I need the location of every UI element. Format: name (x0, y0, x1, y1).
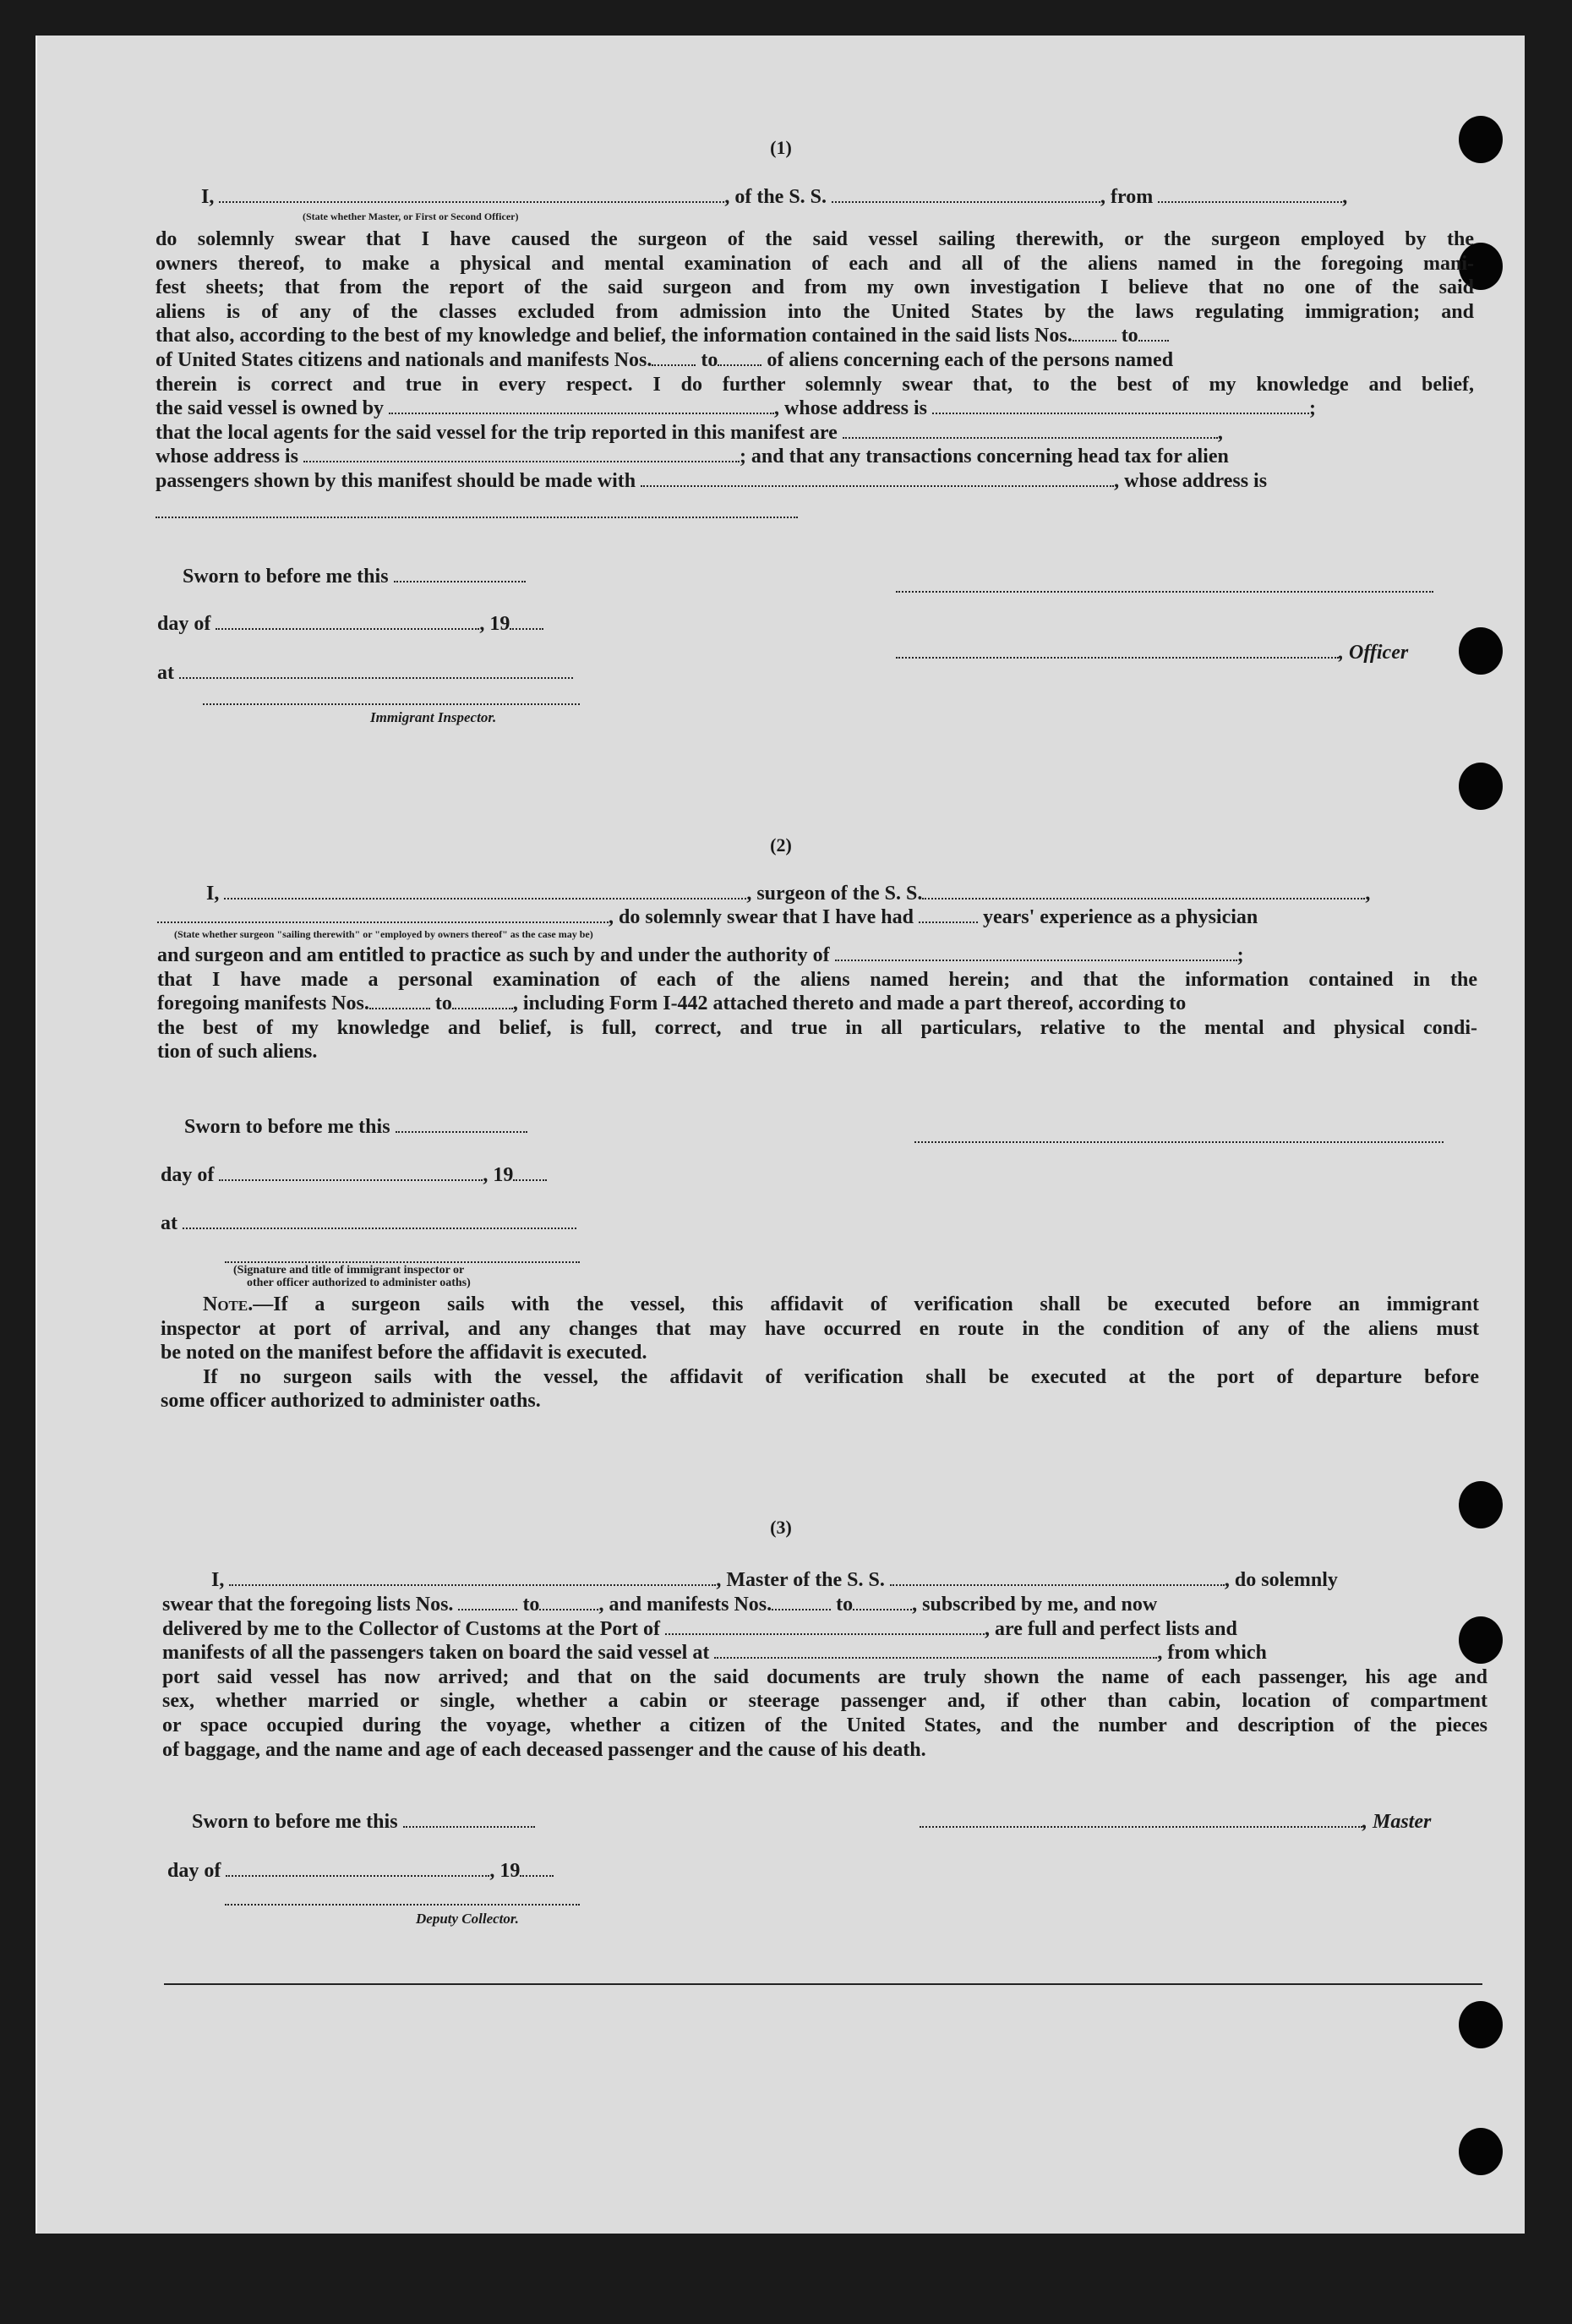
master-row: , Master (920, 1811, 1431, 1834)
body-line: tion of such aliens. (157, 1041, 318, 1064)
lists-from-field-3[interactable] (458, 1609, 517, 1610)
surgeon-caption: (State whether surgeon "sailing therewith" or "employed by owners thereof" as the case may be) (174, 928, 593, 940)
body-line: that also, according to the best of my knowledge and belief, the information contained in the said lists Nos. to (156, 324, 1474, 348)
binder-hole (1459, 627, 1503, 675)
sworn-date-field[interactable] (394, 581, 526, 582)
section-1-body (156, 227, 1474, 494)
body-line: port said vessel has now arrived; and that on the said documents are truly shown the name of each passenger, his age and (162, 1665, 1487, 1688)
section-2-line-1: I, , surgeon of the S. S. , (206, 883, 1371, 905)
inspector-signature-line-2[interactable] (225, 1261, 580, 1263)
surgeon-signature-line[interactable] (914, 1141, 1444, 1143)
body-line: aliens is of any of the classes excluded from admission into the United States by the laws regulating immigration; and (156, 300, 1474, 323)
body-line: or space occupied during the voyage, whether a citizen of the United States, and the number and description of the pieces (162, 1714, 1487, 1736)
note-line: If no surgeon sails with the vessel, the affidavit of verification shall be executed at the port of departure before (203, 1365, 1479, 1388)
section-2-number: (2) (770, 834, 792, 856)
sworn-date-field-2[interactable] (396, 1131, 527, 1133)
lists-from-field[interactable] (1073, 340, 1116, 342)
year-field[interactable] (510, 628, 543, 630)
body-line: whose address is ; and that any transactions concerning head tax for alien (156, 446, 1229, 468)
officer-title-field[interactable] (896, 657, 1339, 659)
surgeon-status-field[interactable] (157, 921, 609, 923)
owner-field[interactable] (389, 413, 774, 414)
body-line: swear that the foregoing lists Nos. to , and manifests Nos. to , subscribed by me, and now (162, 1594, 1158, 1616)
day-field-3[interactable] (226, 1875, 489, 1877)
lists-to-field[interactable] (1138, 340, 1169, 342)
binder-hole (1459, 2001, 1503, 2048)
deputy-caption: Deputy Collector. (416, 1911, 519, 1927)
year-field-3[interactable] (520, 1875, 554, 1877)
note-block (161, 1293, 1479, 1414)
manifests-from-field-3[interactable] (772, 1609, 831, 1610)
lists-to-field-3[interactable] (539, 1609, 598, 1610)
sworn-row-3: Sworn to before me this (192, 1811, 535, 1834)
manifests-to-field[interactable] (718, 364, 761, 366)
boarding-port-field[interactable] (714, 1657, 1157, 1659)
day-row-1: day of , 19 (157, 613, 543, 636)
agents-address-field[interactable] (303, 461, 740, 462)
surgeon-name-field[interactable] (224, 898, 746, 900)
at-place-field[interactable] (179, 677, 573, 679)
day-field-2[interactable] (219, 1179, 483, 1181)
section-3-line-1: I, , Master of the S. S. , do solemnly (211, 1569, 1338, 1591)
manifests-from-field[interactable] (652, 364, 696, 366)
officer-caption: (State whether Master, or First or Second Officer) (303, 211, 519, 222)
note-line: Note.—If a surgeon sails with the vessel, this affidavit of verification shall be executed before an immigrant (203, 1293, 1479, 1315)
from-port-field[interactable] (1158, 201, 1342, 203)
head-tax-contact-field[interactable] (641, 485, 1114, 487)
master-signature-field[interactable] (920, 1826, 1362, 1828)
master-name-field-3[interactable] (229, 1584, 716, 1586)
body-line: sex, whether married or single, whether a cabin or steerage passenger and, if other than cabin, location of compartment (162, 1690, 1487, 1713)
officer-row: , Officer (896, 642, 1408, 664)
owner-address-field[interactable] (932, 413, 1309, 414)
form-page (35, 36, 1525, 2234)
day-row-3: day of , 19 (167, 1860, 554, 1883)
signature-caption-1: (Signature and title of immigrant inspector or (233, 1264, 465, 1277)
note-line: be noted on the manifest before the affidavit is executed. (161, 1342, 647, 1364)
day-field[interactable] (216, 628, 479, 630)
signature-caption-2: other officer authorized to administer oaths) (247, 1277, 471, 1289)
body-line: manifests of all the passengers taken on board the said vessel at , from which (162, 1642, 1267, 1665)
deputy-signature-line[interactable] (225, 1904, 580, 1906)
collector-port-field[interactable] (665, 1633, 985, 1635)
section-3-number: (3) (770, 1517, 792, 1538)
binder-hole (1459, 2128, 1503, 2175)
section-2-body (157, 943, 1477, 1064)
body-line: of United States citizens and nationals and manifests Nos. to of aliens concerning each of the persons named (156, 348, 1174, 371)
manifests-to-field-3[interactable] (853, 1609, 912, 1610)
at-row-1: at (157, 662, 573, 685)
local-agents-field[interactable] (843, 437, 1218, 439)
note-line: inspector at port of arrival, and any changes that may have occurred en route in the condition of any of the aliens must (161, 1317, 1479, 1340)
sworn-date-field-3[interactable] (403, 1826, 535, 1828)
body-line: delivered by me to the Collector of Customs at the Port of , are full and perfect lists and (162, 1617, 1237, 1640)
body-line: the best of my knowledge and belief, is full, correct, and true in all particulars, relative to the mental and physical condi- (157, 1016, 1477, 1039)
sworn-row-2: Sworn to before me this (184, 1116, 527, 1139)
section-3-body (162, 1593, 1487, 1762)
inspector-signature-line[interactable] (203, 703, 580, 705)
body-line: owners thereof, to make a physical and mental examination of each and all of the aliens named in the foregoing mani- (156, 252, 1474, 275)
binder-hole (1459, 763, 1503, 810)
body-line: the said vessel is owned by , whose address is ; (156, 397, 1316, 420)
sworn-row-1: Sworn to before me this (183, 566, 526, 588)
note-line: some officer authorized to administer oaths. (161, 1390, 541, 1413)
day-row-2: day of , 19 (161, 1164, 547, 1187)
surgeon-manifests-to-field[interactable] (452, 1008, 513, 1009)
section-1-line-1: I, , of the S. S. , from , (201, 186, 1348, 208)
body-line: of baggage, and the name and age of each deceased passenger and the cause of his death. (162, 1738, 926, 1761)
body-line: and surgeon and am entitled to practice as such by and under the authority of ; (157, 944, 1244, 966)
body-line: passengers shown by this manifest should be made with , whose address is (156, 469, 1268, 492)
body-line: therein is correct and true in every respect. I do further solemnly swear that, to the best of my knowledge and belief, (156, 373, 1474, 396)
inspector-caption: Immigrant Inspector. (370, 709, 497, 725)
officer-signature-line[interactable] (896, 591, 1433, 593)
body-line: foregoing manifests Nos. to , including Form I-442 attached thereto and made a part thereof, according to (157, 992, 1187, 1015)
body-line: that the local agents for the said vessel for the trip reported in this manifest are , (156, 421, 1223, 444)
contact-address-field[interactable] (156, 517, 798, 518)
surgeon-vessel-field[interactable] (922, 898, 1365, 900)
vessel-name-field[interactable] (832, 201, 1100, 203)
at-place-field-2[interactable] (183, 1228, 576, 1229)
body-line: fest sheets; that from the report of the said surgeon and from my own investigation I believe that no one of the said (156, 276, 1474, 299)
vessel-name-field-3[interactable] (890, 1584, 1225, 1586)
body-line: do solemnly swear that I have caused the surgeon of the said vessel sailing therewith, or the surgeon employed by the (156, 228, 1474, 250)
surgeon-manifests-from-field[interactable] (369, 1008, 430, 1009)
at-row-2: at (161, 1212, 576, 1235)
section-1-number: (1) (770, 137, 792, 158)
body-line: that I have made a personal examination of each of the aliens named herein; and that the information contained in the (157, 968, 1477, 991)
bottom-rule (164, 1983, 1482, 1985)
master-name-field[interactable] (219, 201, 724, 203)
years-experience-field[interactable] (919, 921, 978, 923)
section-2-line-2: , do solemnly swear that I have had years' experience as a physician (157, 906, 1258, 929)
authority-field[interactable] (835, 960, 1237, 961)
year-field-2[interactable] (513, 1179, 547, 1181)
